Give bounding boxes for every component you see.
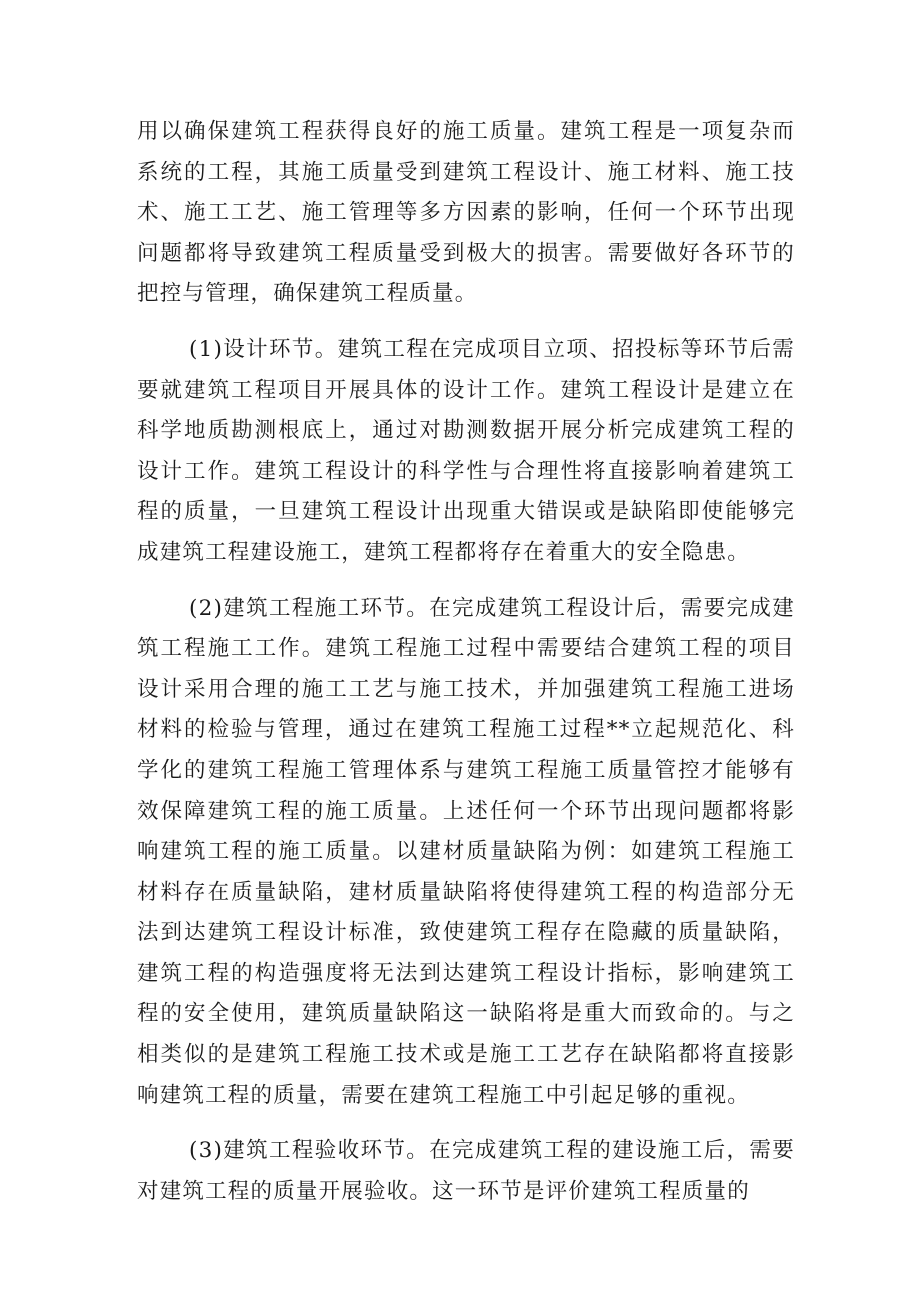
document-body (137, 112, 795, 1227)
paragraph-acceptance-stage: (3)建筑工程验收环节。在完成建筑工程的建设施工后，需要对建筑工程的质量开展验收。这一环节是评价建筑工程质量的 (137, 1138, 795, 1204)
paragraph-intro: 用以确保建筑工程获得良好的施工质量。建筑工程是一项复杂而系统的工程，其施工质量受到建筑工程设计、施工材料、施工技术、施工工艺、施工管理等多方因素的影响，任何一个环节出现问题都将导致建筑工程质量受到极大的损害。需要做好各环节的把控与管理，确保建筑工程质量。 (137, 119, 795, 307)
paragraph-construction-stage: (2)建筑工程施工环节。在完成建筑工程设计后，需要完成建筑工程施工工作。建筑工程施工过程中需要结合建筑工程的项目设计采用合理的施工工艺与施工技术，并加强建筑工程施工进场材料的检验与管理，通过在建筑工程施工过程**立起规范化、科学化的建筑工程施工管理体系与建筑工程施工质量管控才能够有效保障建筑工程的施工质量。上述任何一个环节出现问题都将影响建筑工程的施工质量。以建材质量缺陷为例：如建筑工程施工材料存在质量缺陷，建材质量缺陷将使得建筑工程的构造部分无法到达建筑工程设计标准，致使建筑工程存在隐藏的质量缺陷，建筑工程的构造强度将无法到达建筑工程设计指标，影响建筑工程的安全使用，建筑质量缺陷这一缺陷将是重大而致命的。与之相类似的是建筑工程施工技术或是施工工艺存在缺陷都将直接影响建筑工程的质量，需要在建筑工程施工中引起足够的重视。 (137, 595, 795, 1108)
paragraph-design-stage: (1)设计环节。建筑工程在完成项目立项、招投标等环节后需要就建筑工程项目开展具体的设计工作。建筑工程设计是建立在科学地质勘测根底上，通过对勘测数据开展分析完成建筑工程的设计工作。建筑工程设计的科学性与合理性将直接影响着建筑工程的质量，一旦建筑工程设计出现重大错误或是缺陷即使能够完成建筑工程建设施工，建筑工程都将存在着重大的安全隐患。 (137, 336, 795, 565)
